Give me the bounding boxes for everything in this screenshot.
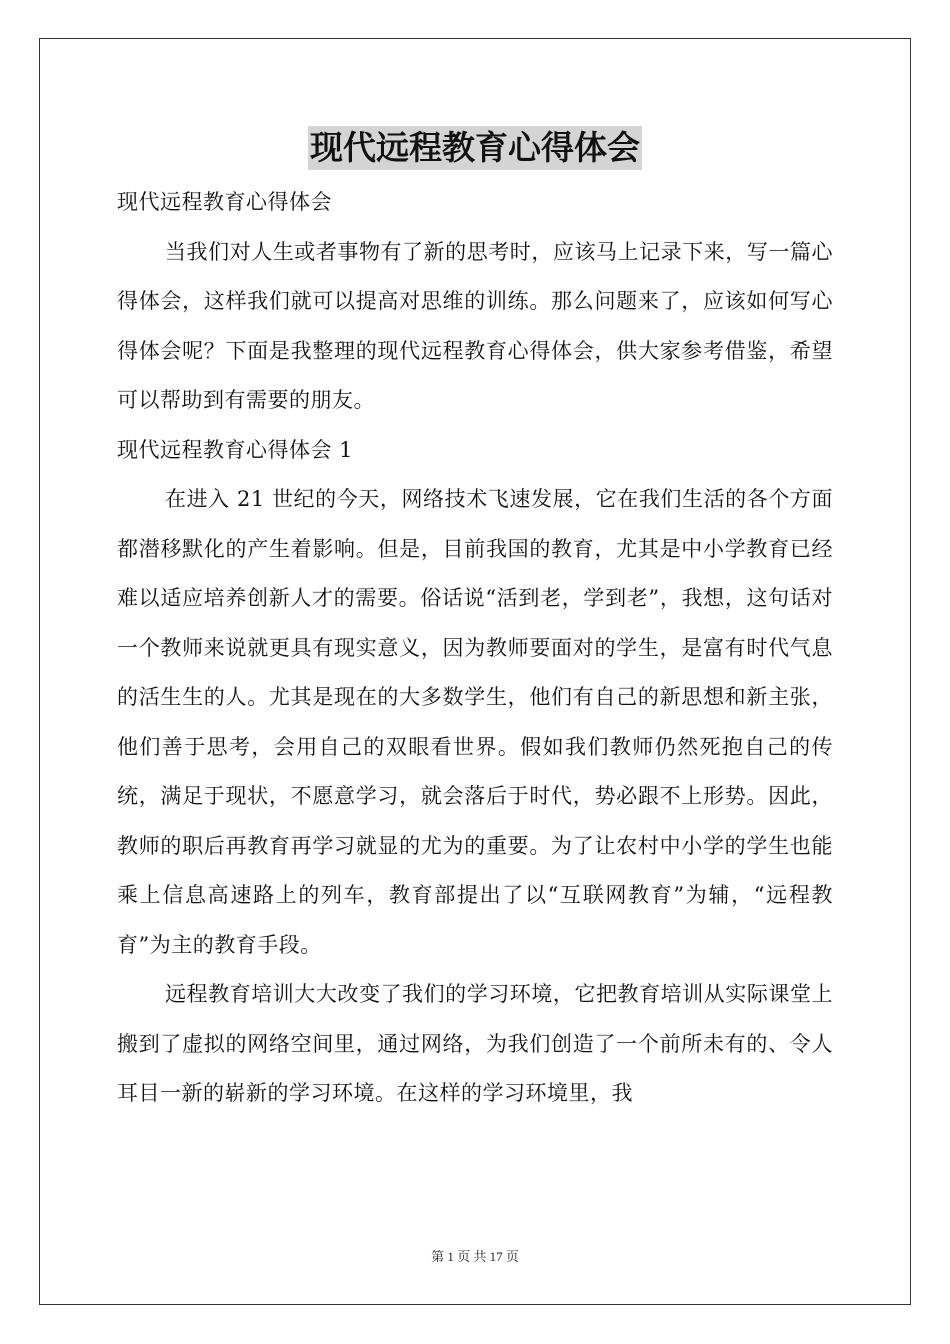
paragraph-intro: 当我们对人生或者事物有了新的思考时，应该马上记录下来，写一篇心得体会，这样我们就可以提高对思维的训练。那么问题来了，应该如何写心得体会呢？下面是我整理的现代远程教育心得体会，供大家参考借鉴，希望可以帮助到有需要的朋友。 (117, 239, 833, 412)
paragraph-section-heading: 现代远程教育心得体会 1 (117, 437, 354, 462)
paragraph-body: 在进入 21 世纪的今天，网络技术飞速发展，它在我们生活的各个方面都潜移默化的产生着影响。但是，目前我国的教育，尤其是中小学教育已经难以适应培养创新人才的需要。俗话说“活到老，学到老”，我想，这句话对一个教师来说就更具有现实意义，因为教师要面对的学生，是富有时代气息的活生生的人。尤其是现在的大多数学生，他们有自己的新思想和新主张，他们善于思考，会用自己的双眼看世界。假如我们教师仍然死抱自己的传统，满足于现状，不愿意学习，就会落后于时代，势必跟不上形势。因此，教师的职后再教育再学习就显的尤为的重要。为了让农村中小学的学生也能乘上信息高速路上的列车，教育部提出了以“互联网教育”为辅，“远程教育”为主的教育手段。 (117, 487, 833, 957)
title-container (0, 126, 950, 170)
paragraph-body: 远程教育培训大大改变了我们的学习环境，它把教育培训从实际课堂上搬到了虚拟的网络空间里，通过网络，为我们创造了一个前所未有的、令人耳目一新的崭新的学习环境。在这样的学习环境里，我 (117, 982, 833, 1105)
paragraph-subtitle: 现代远程教育心得体会 (117, 190, 332, 214)
document-body (117, 178, 833, 1119)
document-title: 现代远程教育心得体会 (308, 126, 642, 170)
page-footer: 第 1 页 共 17 页 (431, 1249, 519, 1264)
